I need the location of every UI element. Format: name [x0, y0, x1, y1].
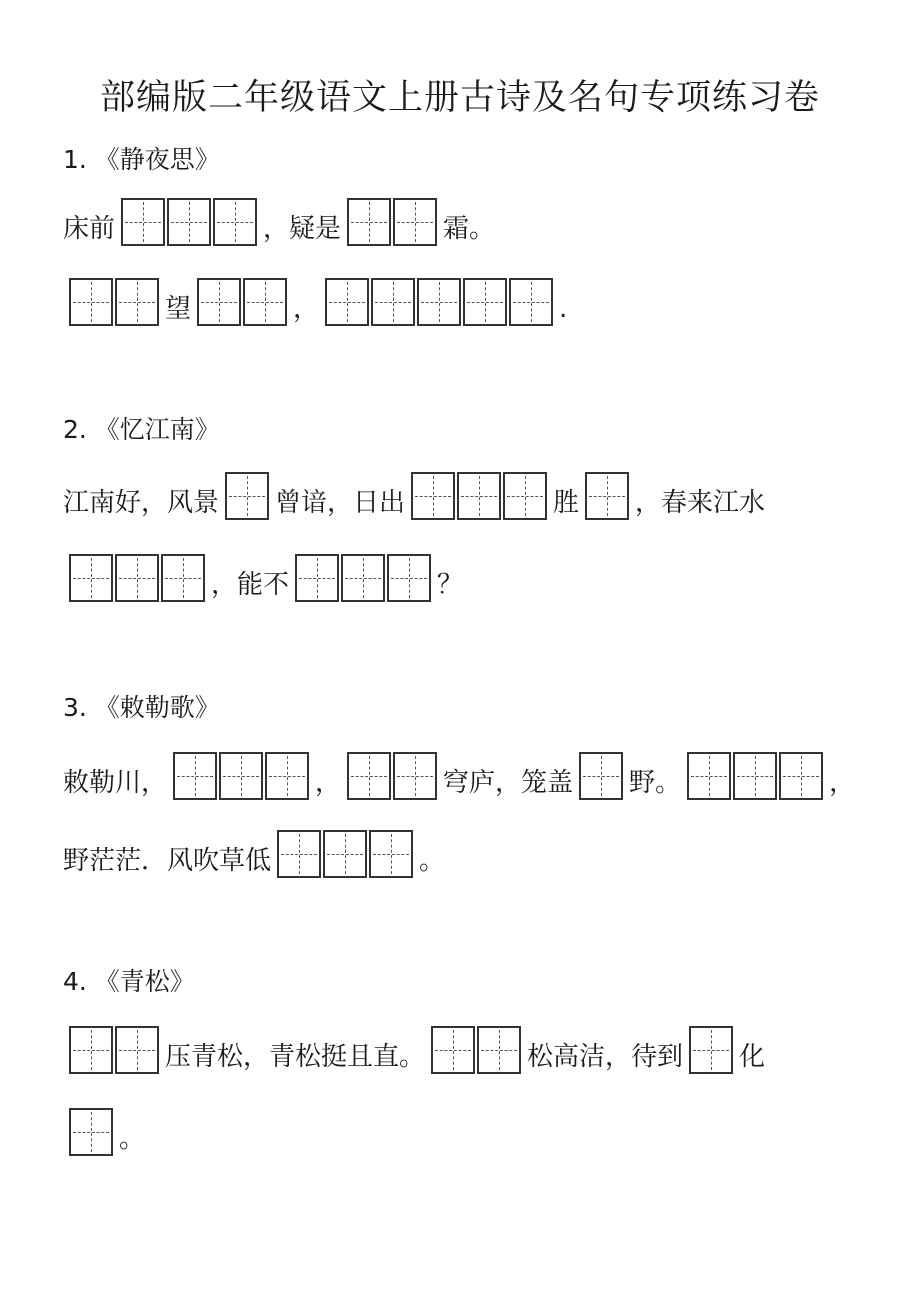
answer-box-group[interactable]: [347, 752, 439, 800]
writing-grid-box[interactable]: [393, 198, 437, 246]
writing-grid-box[interactable]: [115, 1026, 159, 1074]
answer-box-group[interactable]: [225, 472, 271, 520]
poem-text: 野。: [629, 768, 682, 798]
poem-text: 。: [419, 846, 446, 876]
writing-grid-box[interactable]: [225, 472, 269, 520]
writing-grid-box[interactable]: [585, 472, 629, 520]
writing-grid-box[interactable]: [579, 752, 623, 800]
poem-text: 穹庐，笼盖: [443, 768, 574, 798]
poem-text: 松高洁，待到: [527, 1042, 684, 1072]
writing-grid-box[interactable]: [477, 1026, 521, 1074]
poem-heading-3: 3. 《敕勒歌》: [63, 693, 220, 722]
writing-grid-box[interactable]: [243, 278, 287, 326]
poem-text: 望: [165, 294, 192, 324]
poem-text: ？: [437, 570, 464, 600]
writing-grid-box[interactable]: [69, 1108, 113, 1156]
writing-grid-box[interactable]: [457, 472, 501, 520]
writing-grid-box[interactable]: [431, 1026, 475, 1074]
answer-box-group[interactable]: [121, 198, 259, 246]
writing-grid-box[interactable]: [463, 278, 507, 326]
writing-grid-box[interactable]: [779, 752, 823, 800]
poem-text: .: [559, 294, 568, 324]
writing-grid-box[interactable]: [323, 830, 367, 878]
poem-text: 床前: [63, 214, 116, 244]
writing-grid-box[interactable]: [347, 198, 391, 246]
answer-box-group[interactable]: [69, 278, 161, 326]
answer-box-group[interactable]: [277, 830, 415, 878]
poem-line: [63, 740, 855, 800]
poem-text: 化: [739, 1042, 766, 1072]
poem-heading-2: 2. 《忆江南》: [63, 415, 220, 444]
poem-text: ，: [315, 768, 342, 798]
writing-grid-box[interactable]: [69, 278, 113, 326]
writing-grid-box[interactable]: [325, 278, 369, 326]
writing-grid-box[interactable]: [115, 278, 159, 326]
writing-grid-box[interactable]: [213, 198, 257, 246]
page-title: 部编版二年级语文上册古诗及名句专项练习卷: [99, 78, 820, 118]
writing-grid-box[interactable]: [387, 554, 431, 602]
poem-text: ，: [293, 294, 320, 324]
poem-text: 压青松，青松挺且直。: [165, 1042, 426, 1072]
poem-line: [63, 818, 445, 878]
writing-grid-box[interactable]: [295, 554, 339, 602]
poem-text: 野茫茫．风吹草低: [63, 846, 272, 876]
writing-grid-box[interactable]: [173, 752, 217, 800]
answer-box-group[interactable]: [411, 472, 549, 520]
answer-box-group[interactable]: [69, 554, 207, 602]
poem-heading-4: 4. 《青松》: [63, 967, 195, 996]
writing-grid-box[interactable]: [277, 830, 321, 878]
answer-box-group[interactable]: [689, 1026, 735, 1074]
writing-grid-box[interactable]: [219, 752, 263, 800]
writing-grid-box[interactable]: [115, 554, 159, 602]
answer-box-group[interactable]: [69, 1026, 161, 1074]
poem-line: [63, 542, 463, 602]
answer-box-group[interactable]: [295, 554, 433, 602]
answer-box-group[interactable]: [687, 752, 825, 800]
writing-grid-box[interactable]: [69, 1026, 113, 1074]
writing-grid-box[interactable]: [689, 1026, 733, 1074]
writing-grid-box[interactable]: [687, 752, 731, 800]
answer-box-group[interactable]: [197, 278, 289, 326]
writing-grid-box[interactable]: [197, 278, 241, 326]
writing-grid-box[interactable]: [347, 752, 391, 800]
answer-box-group[interactable]: [579, 752, 625, 800]
poem-text: ，春来江水: [635, 488, 766, 518]
writing-grid-box[interactable]: [503, 472, 547, 520]
answer-box-group[interactable]: [585, 472, 631, 520]
poem-line: [63, 1096, 145, 1156]
answer-box-group[interactable]: [173, 752, 311, 800]
answer-box-group[interactable]: [347, 198, 439, 246]
poem-line: [63, 1014, 765, 1074]
writing-grid-box[interactable]: [161, 554, 205, 602]
writing-grid-box[interactable]: [371, 278, 415, 326]
writing-grid-box[interactable]: [167, 198, 211, 246]
poem-line: [63, 186, 495, 246]
writing-grid-box[interactable]: [417, 278, 461, 326]
writing-grid-box[interactable]: [393, 752, 437, 800]
writing-grid-box[interactable]: [265, 752, 309, 800]
poem-text: ，: [829, 768, 856, 798]
poem-text: ，能不: [211, 570, 290, 600]
poem-text: 胜: [553, 488, 580, 518]
answer-box-group[interactable]: [431, 1026, 523, 1074]
writing-grid-box[interactable]: [341, 554, 385, 602]
writing-grid-box[interactable]: [369, 830, 413, 878]
poem-text: ，疑是: [263, 214, 342, 244]
poem-line: [63, 460, 765, 520]
poem-line: [63, 266, 567, 326]
writing-grid-box[interactable]: [733, 752, 777, 800]
poem-text: 江南好，风景: [63, 488, 220, 518]
poem-text: 敕勒川，: [63, 768, 168, 798]
writing-grid-box[interactable]: [411, 472, 455, 520]
poem-heading-1: 1. 《静夜思》: [63, 145, 220, 174]
answer-box-group[interactable]: [325, 278, 555, 326]
writing-grid-box[interactable]: [69, 554, 113, 602]
writing-grid-box[interactable]: [509, 278, 553, 326]
answer-box-group[interactable]: [69, 1108, 115, 1156]
poem-text: 。: [119, 1124, 146, 1154]
writing-grid-box[interactable]: [121, 198, 165, 246]
poem-text: 霜。: [443, 214, 496, 244]
poem-text: 曾谙，日出: [275, 488, 406, 518]
